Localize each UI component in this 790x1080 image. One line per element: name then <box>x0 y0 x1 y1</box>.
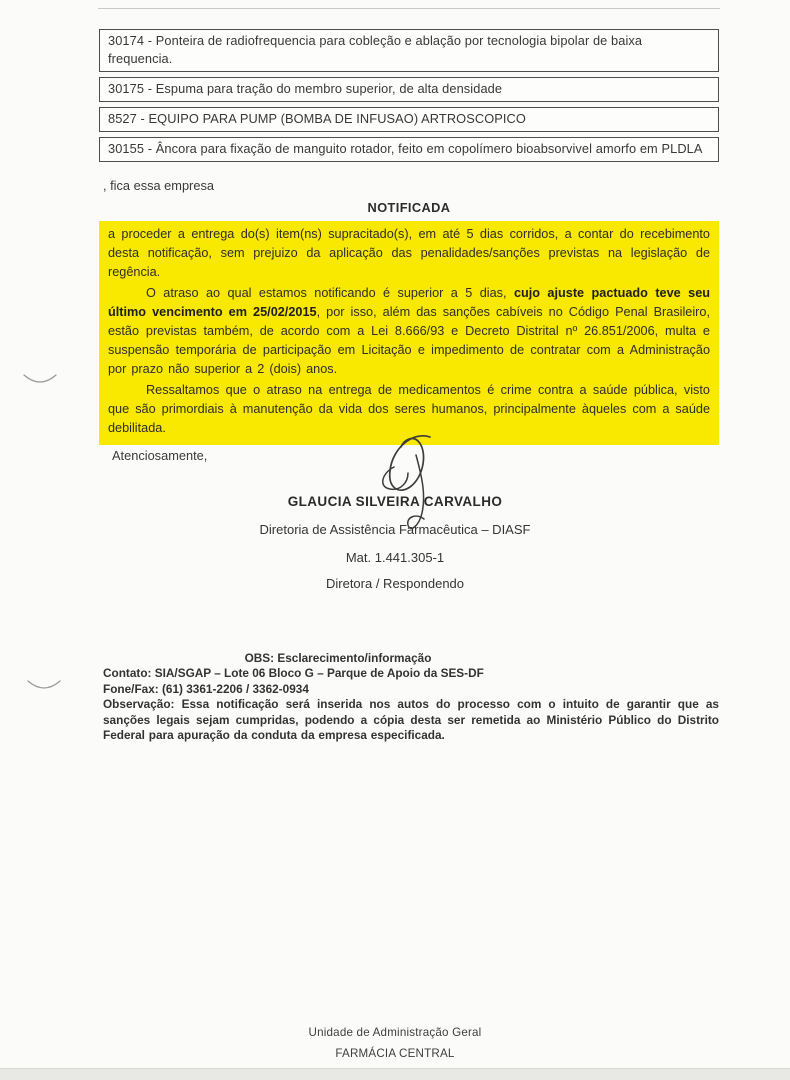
intro-line: , fica essa empresa <box>103 178 214 193</box>
notification-paragraph-3: Ressaltamos que o atraso na entrega de medicamentos é crime contra a saúde pública, visto que são primordiais à manutenção da vida dos seres humanos, principalmente àqueles com a saúde debilitada. <box>108 383 710 435</box>
scan-edge-band <box>0 1068 790 1080</box>
footer-unit-name: Unidade de Administração Geral <box>308 1026 482 1039</box>
notificada-heading: NOTIFICADA <box>367 200 451 215</box>
table-row: 30174 - Ponteira de radiofrequencia para cobleção e ablação por tecnologia bipolar de baixa frequencia. <box>99 29 719 72</box>
paragraph-2-bold-text: cujo ajuste pactuado teve seu último vencimento em 25/02/2015 <box>108 286 710 319</box>
paragraph-2-text: O atraso ao qual estamos notificando é superior a 5 dias, <box>146 286 514 300</box>
table-top-remnant-line <box>98 8 720 9</box>
signatory-title: Diretora / Respondendo <box>325 576 465 591</box>
scan-artifact-curve-1 <box>22 370 58 390</box>
notification-paragraph-1: a proceder a entrega do(s) item(ns) supracitado(s), em até 5 dias corridos, a contar do recebimento desta notificação, sem prejuizo da aplicação das penalidades/sanções previstas na legislação de regência. <box>108 227 710 279</box>
obs-information-block <box>103 651 719 743</box>
obs-heading: OBS: Esclarecimento/informação <box>244 651 432 665</box>
signatory-name: GLAUCIA SILVEIRA CARVALHO <box>287 494 503 509</box>
signatory-registration: Mat. 1.441.305-1 <box>345 550 445 565</box>
obs-phone-line: Fone/Fax: (61) 3361-2206 / 3362-0934 <box>103 681 309 696</box>
paragraph-2-text: , por isso, além das sanções cabíveis no Código Penal Brasileiro, estão previstas também, de acordo com a Lei 8.666/93 e Decreto Distrital nº 26.851/2006, multa e suspensão temporária de participação em Licitação e impedimento de contratar com a Administração por prazo não superior a 2 (dois) anos. <box>108 305 710 376</box>
signatory-department: Diretoria de Assistência Farmacêutica – DIASF <box>259 522 531 537</box>
obs-note-text: Observação: Essa notificação será inserida nos autos do processo com o intuito de garantir que as sanções legais sejam cumpridas, podendo a cópia desta ser remetida ao Ministério Público do Distrito Federal para apuração da conduta da empresa especificada. <box>103 697 719 743</box>
footer-pharmacy-name: FARMÁCIA CENTRAL <box>335 1047 455 1060</box>
table-row: 30175 - Espuma para tração do membro superior, de alta densidade <box>99 77 719 102</box>
table-row: 8527 - EQUIPO PARA PUMP (BOMBA DE INFUSAO) ARTROSCOPICO <box>99 107 719 132</box>
closing-salutation: Atenciosamente, <box>112 448 208 463</box>
scan-artifact-curve-2 <box>26 676 62 696</box>
items-table <box>99 29 719 167</box>
notification-paragraph-2 <box>108 284 710 379</box>
table-row: 30155 - Âncora para fixação de manguito rotador, feito em copolímero bioabsorvivel amorfo em PLDLA <box>99 137 719 162</box>
obs-contact-line: Contato: SIA/SGAP – Lote 06 Bloco G – Parque de Apoio da SES-DF <box>103 666 484 681</box>
highlighted-notification-text <box>99 221 719 445</box>
